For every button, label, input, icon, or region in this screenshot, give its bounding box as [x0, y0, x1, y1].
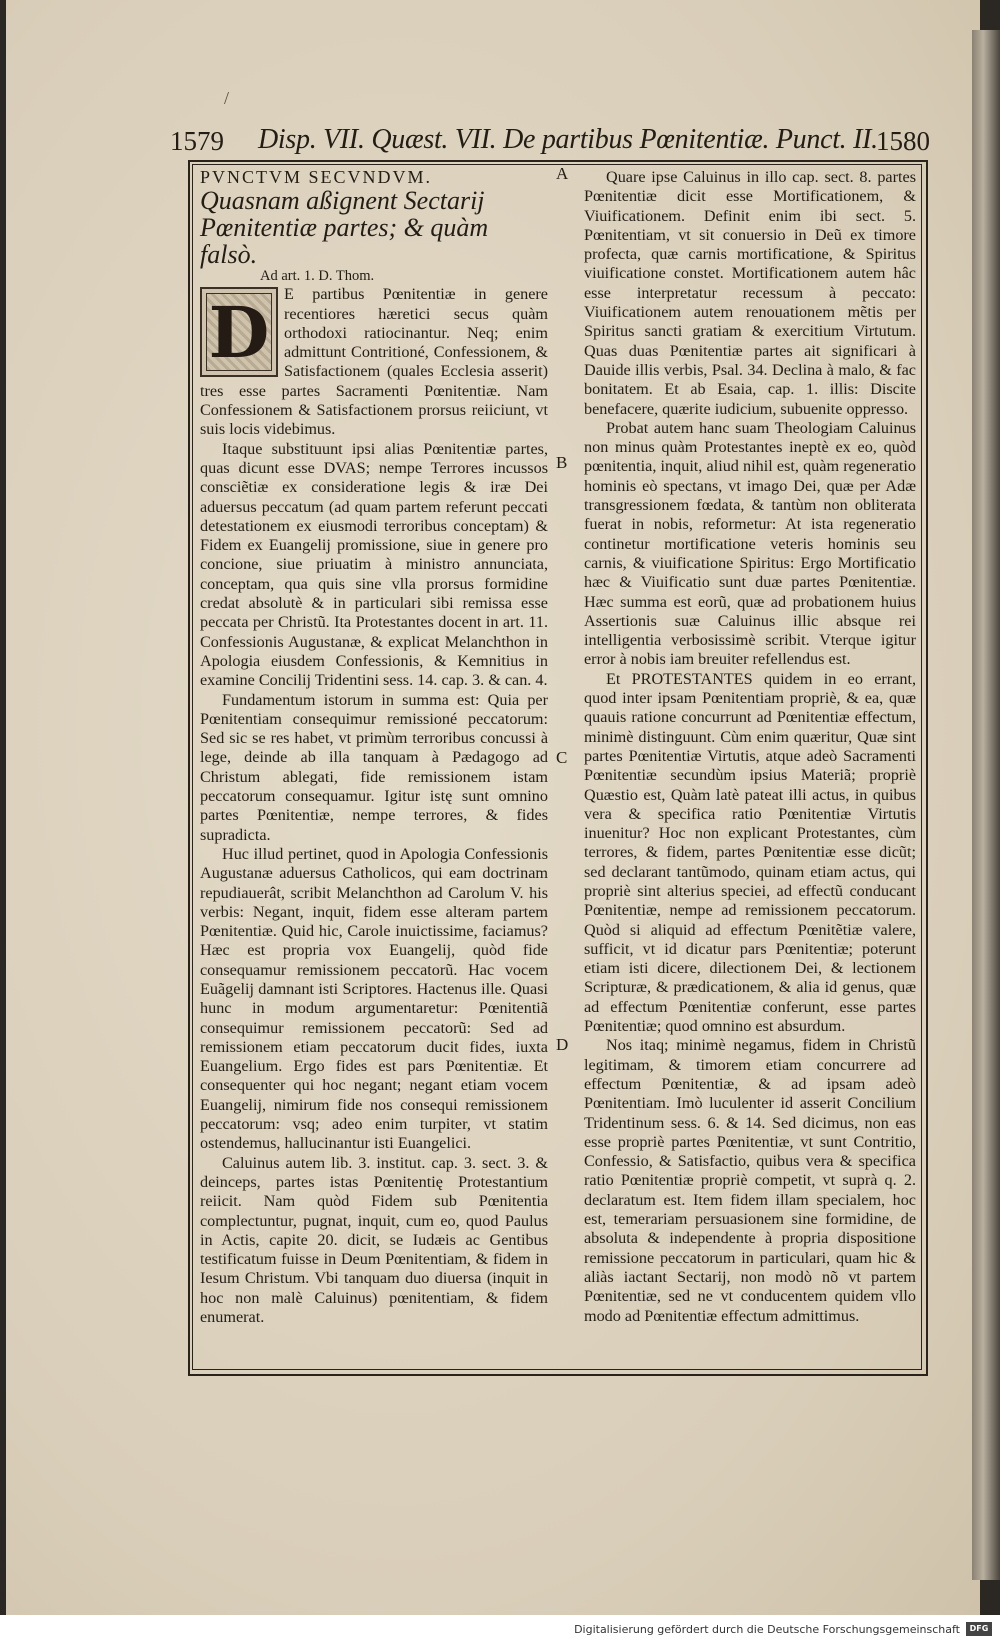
- left-column: [200, 168, 548, 1327]
- paragraph: Probat autem hanc suam Theologiam Caluinus non minus quàm Protestantes ineptè ex eo, quòd pœnitentia, inquit, aliud nihil est, quàm regeneratio hominis eò spectans, vt imago Dei, quæ per Adæ transgressionem fœdata, & tantùm non obliterata fuerat in nobis, reformetur: At ista regeneratio continetur mortificatione veteris hominis seu carnis, & viuificatione Spiritus: Ergo Mortificatio hæc & Viuificatio sunt duæ partes Pœnitentiæ. Hæc summa est eorũ, quæ ad probationem huius Assertionis suæ Caluinus illic absque rei intelligentia verbosissimè scribit. Vterque igitur error à nobis iam breuiter refellendus est.: [584, 418, 916, 669]
- paragraph: Caluinus autem lib. 3. institut. cap. 3. sect. 3. & deinceps, partes istas Pœnitentię Protestantium reiicit. Nam quòd Fidem sub Pœnitentia complectuntur, pugnat, inquit, cum eo, quod Paulus in Actis, capite 20. dicit, se Iudæis ac Gentibus testificatum fuisse in Deum Pœnitentiam, & fidem in Iesum Christum. Vbi tanquam duo diuersa (inquit in hoc non malè Caluinus) pœnitentiam, & fidem enumerat.: [200, 1153, 548, 1327]
- margin-letter-c: C: [556, 748, 568, 767]
- page-number-left: 1579: [170, 126, 224, 156]
- paragraph: Et PROTESTANTES quidem in eo errant, quod inter ipsam Pœnitentiam propriè, & ea, quæ quauis ratione concurrunt ad Pœnitentiæ effectum, minimè distinguunt. Cùm enim quæritur, Quæ sint partes Pœnitentiæ Virtutis, atque adeò Sacramenti Pœnitentiæ secundùm ipsius Materiã; propriè Quæstio est, Quàm latè pateat illi actus, in quibus vera & specifica ratio Pœnitentiæ Virtutis inuenitur? Hoc non explicant Protestantes, cùm terrores, & fidem, partes Pœnitentiæ esse dicũt; sed declarant tantũmodo, quinam etiam actus, qui propriè sint alterius speciei, ad effectũ conducant Pœnitentiæ, nempe ad remissionem peccatorum. Quòd si aliquid ad effectum Pœnitẽtiæ valere, sufficit, vt id dicatur pars Pœnitentiæ; poterunt etiam isti dicere, dilectionem Dei, & lectionem Scripturæ, & prædicationem, & alia id genus, quæ ad effectum Pœnitentiæ conferunt, esse partes Pœnitentiæ; quod omnino est absurdum.: [584, 669, 916, 1036]
- paragraph: Quare ipse Caluinus in illo cap. sect. 8. partes Pœnitentiæ dicit esse Mortificationem, & Viuificationem. Definit enim ibi sect. 5. Pœnitentiam, vt sit conuersio in Deũ ex timore profecta, quæ carnis mortificatione, & Spiritus viuificatione constet. Mortificationem autem hâc esse interpretatur recessum à peccato: Viuificationem autem renouationem mẽtis per Spiritus sancti gratiam & exercitium Virtutum. Quas duas Pœnitentiæ partes ait significari à Dauide illis verbis, Psal. 34. Declina à malo, & fac bonitatem. Et ab Esaia, cap. 1. illis: Discite benefacere, quærite iudicium, subuenite oppresso.: [584, 168, 916, 418]
- margin-letter-b: B: [556, 453, 568, 472]
- page-header: [170, 122, 930, 162]
- footer-credit: Digitalisierung gefördert durch die Deutsche Forschungsgemeinschaft: [574, 1623, 960, 1636]
- margin-letter-a: A: [556, 164, 569, 183]
- paragraph: Itaque substituunt ipsi alias Pœnitentiæ partes, quas dicunt esse DVAS; nempe Terrores incussos consciẽtiæ ex consideratione legis & iræ Dei aduersus peccatum (ad quam partem referunt peccati detestationem ex eiusmodi terroribus conceptam) & Fidem ex Euangelij promissione, siue in genere pro concione, siue priuatim à ministro annunciata, conceptam, qua quis sine vlla prorsus formidine credat absolutè & in particulari sibi remissa esse peccata per Christũ. Ita Protestantes docent in art. 11. Confessionis Augustanæ, & explicat Melanchthon in Apologia eiusdem Confessionis, & Kemnitius in examine Concilij Tridentini sess. 14. cap. 3. & can. 4.: [200, 439, 548, 690]
- paragraph: E partibus Pœnitentiæ in genere recentiores hæretici secus quàm orthodoxi ratiocinantur. Neq; enim admittunt Contritioné, Confessionem, & Satisfactionem (quales Ecclesia asserit) tres esse partes Sacramenti Pœnitentiæ. Nam Confessionem & Satisfactionem prorsus reiiciunt, vt suis locis videbimus.: [200, 285, 548, 439]
- dfg-logo: DFG: [966, 1622, 992, 1636]
- digitization-footer: [0, 1615, 1000, 1641]
- next-page-edge: [972, 30, 1000, 1580]
- running-title: Disp. VII. Quæst. VII. De partibus Pœnitentiæ. Punct. II.: [258, 124, 878, 155]
- article-reference: Ad art. 1. D. Thom.: [260, 268, 375, 285]
- right-column: [584, 168, 916, 1326]
- paragraph: Nos itaq; minimè negamus, fidem in Christũ legitimam, & timorem etiam concurrere ad effectum Pœnitentiæ, & ad ipsam adeò Pœnitentiam. Imò luculenter id asserit Concilium Tridentinum sess. 6. & 14. Sed dicimus, non eas esse propriè partes Pœnitentiæ, vt sunt Contritio, Confessio, & Satisfactio, quibus vera & specifica ratio Pœnitentiæ propriè competit, vt suprà q. 2. declaratum est. Item fidem illam specialem, hoc est, temerariam persuasionem sine formidine, de absoluta & independente à propria dispositione remissione peccatorum in particulari, quam hic & aliàs iactant Sectarij, non modò nõ vt partem Pœnitentiæ, sed ne vt conducentem quidem vllo modo ad Pœnitentiæ effectum admittimus.: [584, 1036, 916, 1325]
- page-number-right: 1580: [876, 126, 930, 156]
- decorated-initial: [200, 287, 278, 377]
- section-heading: PVNCTVM SECVNDVM.: [200, 167, 433, 187]
- initial-letter: D: [208, 291, 270, 375]
- stray-mark: /: [224, 88, 230, 108]
- section-title: Quasnam aßignent Sectarij Pœnitentiæ partes; & quàm falsò.: [200, 186, 489, 270]
- margin-letter-d: D: [556, 1035, 569, 1054]
- paragraph: Huc illud pertinet, quod in Apologia Confessionis Augustanæ aduersus Catholicos, qui eam doctrinam repudiauerât, scribit Melanchthon ad Carolum V. his verbis: Negant, inquit, fidem esse alteram partem Pœnitentiæ. Quid hic, Carole inuictissime, faciamus? Hæc est propria vox Euangelij, quòd fide consequamur remissionem peccatorũ. Hac vocem Euãgelij damnant isti Scriptores. Hactenus ille. Quasi hunc in modum argumentaretur: Pœnitentiã consequimur remissionem peccatorũ: Sed ad remissionem etiam peccatorum ducit fides, iuxta Euangelium. Ergo fides est pars Pœnitentiæ. Et consequenter qui hoc negant; negant etiam vocem Euangelij, nimirum fide nos consequi remissionem peccatorum: vsq; adeo enim turpiter, vt statim ostendemus, hallucinantur isti Euangelici.: [200, 844, 548, 1153]
- paragraph: Fundamentum istorum in summa est: Quia per Pœnitentiam consequimur remissioné peccatorum: Sed sic se res habet, vt primùm terroribus concussi à lege, deinde ab illa tanquam à Pædagogo ad Christum ablegati, fide remissionem istam peccatorum consequamur. Igitur istę sunt omnino partes Pœnitentiæ, nempe terrores, & fides supradicta.: [200, 690, 548, 844]
